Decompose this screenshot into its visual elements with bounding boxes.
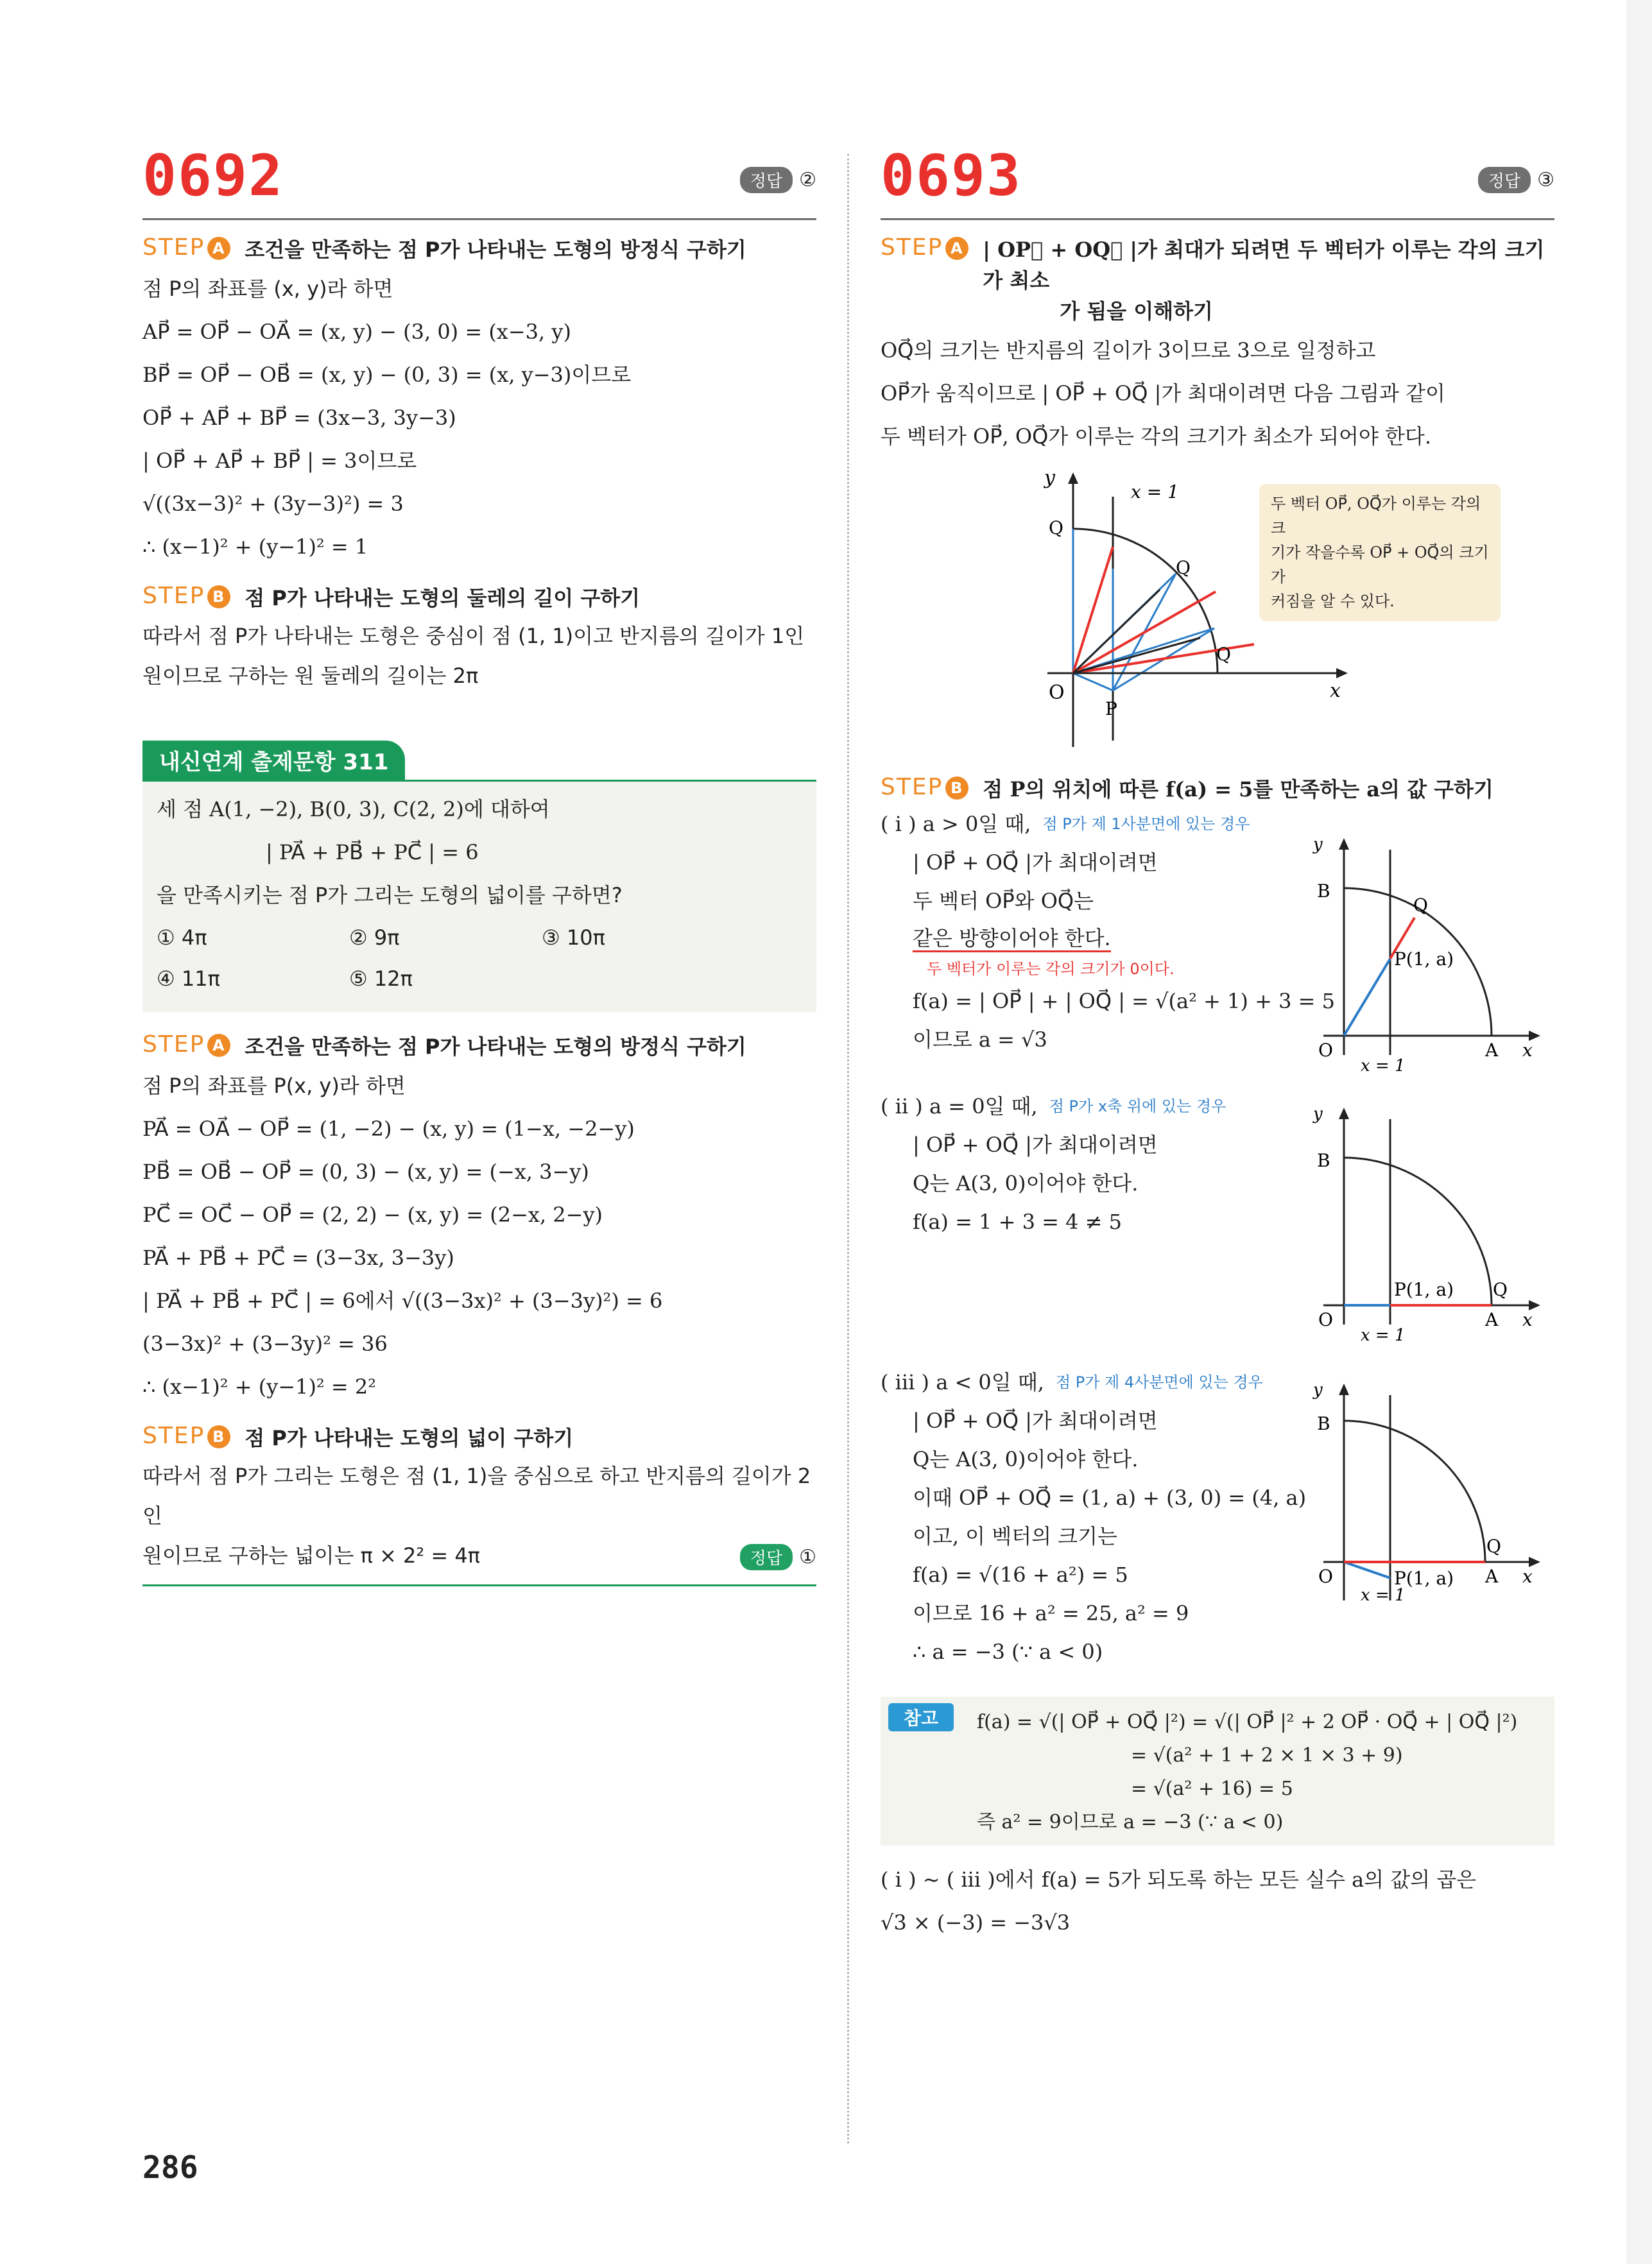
svg-text:P(1, a): P(1, a) bbox=[1394, 1279, 1454, 1300]
x-label: x bbox=[1330, 680, 1341, 702]
solution-line: 이므로 16 + a² = 25, a² = 9 bbox=[913, 1601, 1189, 1625]
solution-line: 같은 방향이어야 한다. bbox=[881, 920, 1554, 956]
case-ii bbox=[881, 1087, 1554, 1363]
choice: ② 9π bbox=[349, 925, 400, 950]
case-head: ( ii ) a = 0일 때, 점 P가 x축 위에 있는 경우 bbox=[881, 1087, 1554, 1126]
y-label: y bbox=[1044, 467, 1055, 489]
solution-line: ∴ (x−1)² + (y−1)² = 2² bbox=[142, 1375, 377, 1399]
emphasis-note: 두 벡터가 이루는 각의 크기가 0이다. bbox=[927, 960, 1174, 978]
step-b-body bbox=[142, 616, 816, 696]
step-a bbox=[142, 1031, 816, 1062]
answer-choices bbox=[157, 917, 802, 999]
line-label: x = 1 bbox=[1131, 481, 1179, 502]
answer-label: 정답 bbox=[740, 167, 793, 193]
case-note: 점 P가 제 1사분면에 있는 경우 bbox=[1042, 815, 1250, 833]
question-line: | PA⃗ + PB⃗ + PC⃗ | = 6 bbox=[266, 840, 479, 864]
solution-line: 원이므로 구하는 원 둘레의 길이는 2π bbox=[142, 664, 479, 688]
solution-line: f(a) = √(16 + a²) = 5 bbox=[913, 1563, 1128, 1587]
step-label: STEP A bbox=[142, 1031, 230, 1058]
solution-line: OQ⃗의 크기는 반지름의 길이가 3이므로 3으로 일정하고 bbox=[881, 338, 1376, 363]
banner-rule bbox=[142, 780, 816, 782]
step-a-body bbox=[142, 1065, 816, 1409]
choice: ④ 11π bbox=[157, 966, 220, 991]
case-i bbox=[881, 805, 1554, 1087]
solution-line: 따라서 점 P가 그리는 도형은 점 (1, 1)을 중심으로 하고 반지름의 길이가 2인 bbox=[142, 1464, 811, 1528]
solution-line: ∴ a = −3 (∵ a < 0) bbox=[913, 1640, 1103, 1664]
svg-text:Q: Q bbox=[1486, 1536, 1501, 1557]
solution-line: 원이므로 구하는 넓이는 π × 2² = 4π bbox=[142, 1543, 481, 1568]
solution-line: | PA⃗ + PB⃗ + PC⃗ | = 6에서 √((3−3x)² + (3−3y)²) = 6 bbox=[142, 1289, 663, 1313]
step-a bbox=[881, 234, 1554, 327]
svg-text:y: y bbox=[1313, 835, 1323, 854]
solution-line: BP⃗ = OP⃗ − OB⃗ = (x, y) − (0, 3) = (x, y−3)이므로 bbox=[142, 363, 632, 387]
solution-line: | OP⃗ + OQ⃗ |가 최대이려면 bbox=[913, 850, 1158, 875]
linked-question bbox=[142, 782, 816, 1012]
problem-number: 0693 bbox=[881, 142, 1022, 209]
solution-line: Q는 A(3, 0)이어야 한다. bbox=[913, 1447, 1139, 1471]
conclusion bbox=[881, 1858, 1554, 1944]
svg-text:x: x bbox=[1522, 1040, 1533, 1061]
case-iii bbox=[881, 1363, 1554, 1684]
conclusion-line: √3 × (−3) = −3√3 bbox=[881, 1910, 1071, 1935]
figure-callout: 두 벡터 OP⃗, OQ⃗가 이루는 각의 크 기가 작을수록 OP⃗ + OQ⃗의 크기가 커짐을 알 수 있다. bbox=[1259, 484, 1501, 621]
reference-line: f(a) = √(| OP⃗ + OQ⃗ |²) = √(| OP⃗ |² + 2 OP⃗ · OQ⃗ + | OQ⃗ |²) bbox=[977, 1711, 1518, 1733]
solution-line: PC⃗ = OC⃗ − OP⃗ = (2, 2) − (x, y) = (2−x, 2−y) bbox=[142, 1203, 603, 1227]
problem-header-0693 bbox=[881, 142, 1554, 220]
point-p-label: P bbox=[1105, 698, 1117, 719]
answer-value: ① bbox=[799, 1546, 816, 1568]
case-head: ( iii ) a < 0일 때, 점 P가 제 4사분면에 있는 경우 bbox=[881, 1363, 1554, 1402]
page-number: 286 bbox=[142, 2150, 198, 2186]
step-b bbox=[881, 774, 1554, 805]
solution-line: AP⃗ = OP⃗ − OA⃗ = (x, y) − (3, 0) = (x−3, y) bbox=[142, 320, 571, 344]
answer-tag bbox=[740, 167, 816, 193]
solution-line: 이므로 a = √3 bbox=[913, 1027, 1047, 1052]
solution-line: 두 벡터 OP⃗와 OQ⃗는 bbox=[913, 889, 1094, 913]
solution-line: 이고, 이 벡터의 크기는 bbox=[913, 1524, 1117, 1548]
solution-line: | OP⃗ + OQ⃗ |가 최대이려면 bbox=[913, 1133, 1158, 1157]
svg-text:y: y bbox=[1313, 1380, 1323, 1400]
svg-text:B: B bbox=[1317, 1150, 1330, 1171]
step-label: STEP B bbox=[881, 774, 968, 800]
step-label: STEP B bbox=[142, 1423, 230, 1449]
step-label: STEP A bbox=[142, 234, 230, 261]
solution-line: f(a) = 1 + 3 = 4 ≠ 5 bbox=[913, 1210, 1122, 1234]
reference-box bbox=[881, 1697, 1554, 1846]
linked-question-banner bbox=[142, 741, 816, 782]
svg-text:B: B bbox=[1317, 1413, 1330, 1434]
page-edge bbox=[1626, 0, 1652, 2264]
reference-line: 즉 a² = 9이므로 a = −3 (∵ a < 0) bbox=[977, 1811, 1284, 1833]
solution-line: OP⃗ + AP⃗ + BP⃗ = (3x−3, 3y−3) bbox=[142, 406, 456, 430]
svg-text:Q: Q bbox=[1493, 1279, 1508, 1300]
solution-line: Q는 A(3, 0)이어야 한다. bbox=[913, 1171, 1139, 1196]
svg-text:x = 1: x = 1 bbox=[1361, 1056, 1406, 1074]
solution-line: (3−3x)² + (3−3y)² = 36 bbox=[142, 1332, 388, 1356]
y-axis-arrow bbox=[1068, 472, 1078, 484]
answer-label: 정답 bbox=[1478, 167, 1531, 193]
choice: ③ 10π bbox=[542, 925, 605, 950]
step-a-body bbox=[142, 268, 816, 569]
svg-text:x: x bbox=[1522, 1309, 1533, 1330]
step-title: 조건을 만족하는 점 P가 나타내는 도형의 방정식 구하기 bbox=[245, 237, 746, 262]
svg-text:O: O bbox=[1318, 1566, 1333, 1587]
reference-line: = √(a² + 1 + 2 × 1 × 3 + 9) bbox=[1131, 1744, 1403, 1767]
solution-line: 점 P의 좌표를 (x, y)라 하면 bbox=[142, 277, 393, 301]
point-q-label: Q bbox=[1216, 644, 1231, 665]
svg-text:y: y bbox=[1313, 1104, 1323, 1124]
svg-text:A: A bbox=[1485, 1566, 1499, 1587]
step-a-body bbox=[881, 329, 1554, 458]
case-note: 점 P가 제 4사분면에 있는 경우 bbox=[1055, 1373, 1263, 1391]
solution-line: PB⃗ = OB⃗ − OP⃗ = (0, 3) − (x, y) = (−x, 3−y) bbox=[142, 1160, 589, 1184]
conclusion-line: ( i ) ~ ( iii )에서 f(a) = 5가 되도록 하는 모든 실수 a의 값의 곱은 bbox=[881, 1867, 1477, 1892]
x-axis-arrow bbox=[1336, 668, 1348, 678]
answer-value: ③ bbox=[1537, 169, 1554, 191]
reference-lines bbox=[893, 1706, 1542, 1839]
question-line: 을 만족시키는 점 P가 그리는 도형의 넓이를 구하면? bbox=[157, 883, 623, 907]
answer-value: ② bbox=[799, 169, 816, 191]
column-divider bbox=[847, 154, 849, 2143]
svg-text:O: O bbox=[1318, 1309, 1333, 1330]
svg-text:x = 1: x = 1 bbox=[1361, 1326, 1406, 1344]
svg-text:A: A bbox=[1485, 1040, 1499, 1061]
case-head: ( i ) a > 0일 때, 점 P가 제 1사분면에 있는 경우 bbox=[881, 805, 1554, 843]
svg-text:x: x bbox=[1522, 1566, 1533, 1587]
step-label: STEP B bbox=[142, 583, 230, 609]
step-b bbox=[142, 1423, 816, 1454]
svg-text:B: B bbox=[1317, 880, 1330, 902]
question-line: 세 점 A(1, −2), B(0, 3), C(2, 2)에 대하여 bbox=[157, 797, 550, 821]
answer-tag bbox=[1478, 167, 1554, 193]
banner-title: 내신연계 출제문항 311 bbox=[142, 741, 405, 780]
solution-line: 점 P의 좌표를 P(x, y)라 하면 bbox=[142, 1074, 406, 1098]
svg-text:A: A bbox=[1485, 1309, 1499, 1330]
linked-answer-tag bbox=[740, 1544, 816, 1570]
step-label: STEP A bbox=[881, 234, 968, 261]
point-q-label: Q bbox=[1176, 557, 1191, 578]
section-end-rule bbox=[142, 1584, 816, 1586]
solution-line: PA⃗ = OA⃗ − OP⃗ = (1, −2) − (x, y) = (1−x, −2−y) bbox=[142, 1117, 635, 1141]
right-column bbox=[881, 142, 1554, 1944]
origin-label: O bbox=[1049, 682, 1065, 704]
step-title: 조건을 만족하는 점 P가 나타내는 도형의 방정식 구하기 bbox=[245, 1034, 746, 1059]
svg-text:P(1, a): P(1, a) bbox=[1394, 948, 1454, 970]
solution-line: PA⃗ + PB⃗ + PC⃗ = (3−3x, 3−3y) bbox=[142, 1246, 454, 1270]
case-ii-diagram bbox=[1304, 1100, 1548, 1344]
problem-number: 0692 bbox=[142, 142, 284, 209]
solution-line: 두 벡터가 OP⃗, OQ⃗가 이루는 각의 크기가 최소가 되어야 한다. bbox=[881, 424, 1431, 449]
step-a bbox=[142, 234, 816, 265]
svg-text:P(1, a): P(1, a) bbox=[1394, 1568, 1454, 1589]
problem-header-0692 bbox=[142, 142, 816, 220]
choice: ⑤ 12π bbox=[349, 966, 413, 991]
step-title: 점 P가 나타내는 도형의 둘레의 길이 구하기 bbox=[245, 586, 641, 610]
solution-line: f(a) = | OP⃗ | + | OQ⃗ | = √(a² + 1) + 3 = 5 bbox=[913, 989, 1335, 1013]
point-q-label: Q bbox=[1049, 517, 1063, 538]
svg-text:x = 1: x = 1 bbox=[1361, 1586, 1406, 1605]
solution-line: OP⃗가 움직이므로 | OP⃗ + OQ⃗ |가 최대이려면 다음 그림과 같이 bbox=[881, 381, 1445, 406]
solution-line: ∴ (x−1)² + (y−1)² = 1 bbox=[142, 535, 368, 559]
solution-line: √((3x−3)² + (3y−3)²) = 3 bbox=[142, 492, 404, 516]
solution-line: 따라서 점 P가 나타내는 도형은 중심이 점 (1, 1)이고 반지름의 길이가 1인 bbox=[142, 624, 805, 648]
reference-tag: 참고 bbox=[888, 1703, 954, 1731]
reference-line: = √(a² + 16) = 5 bbox=[1131, 1778, 1293, 1800]
solution-line: 이때 OP⃗ + OQ⃗ = (1, a) + (3, 0) = (4, a) bbox=[913, 1486, 1307, 1510]
figure-vector-sum bbox=[881, 458, 1554, 760]
solution-line: | OP⃗ + OQ⃗ |가 최대이려면 bbox=[913, 1409, 1158, 1433]
choice: ① 4π bbox=[157, 925, 207, 950]
step-b bbox=[142, 583, 816, 613]
solution-line: | OP⃗ + AP⃗ + BP⃗ | = 3이므로 bbox=[142, 449, 417, 473]
case-note: 점 P가 x축 위에 있는 경우 bbox=[1049, 1097, 1226, 1115]
step-title: 점 P가 나타내는 도형의 넓이 구하기 bbox=[245, 1426, 574, 1450]
case-iii-diagram bbox=[1304, 1376, 1548, 1620]
case-i-diagram bbox=[1304, 830, 1548, 1074]
answer-label: 정답 bbox=[740, 1544, 793, 1570]
step-title: | OP⃗ + OQ⃗ |가 최대가 되려면 두 벡터가 이루는 각의 크기가 최소 가 됨을 이해하기 bbox=[983, 237, 1545, 323]
svg-text:O: O bbox=[1318, 1040, 1333, 1061]
left-column bbox=[142, 142, 816, 1586]
svg-text:Q: Q bbox=[1413, 895, 1428, 916]
step-b-body bbox=[142, 1456, 816, 1575]
step-title: 점 P의 위치에 따른 f(a) = 5를 만족하는 a의 값 구하기 bbox=[983, 777, 1493, 802]
